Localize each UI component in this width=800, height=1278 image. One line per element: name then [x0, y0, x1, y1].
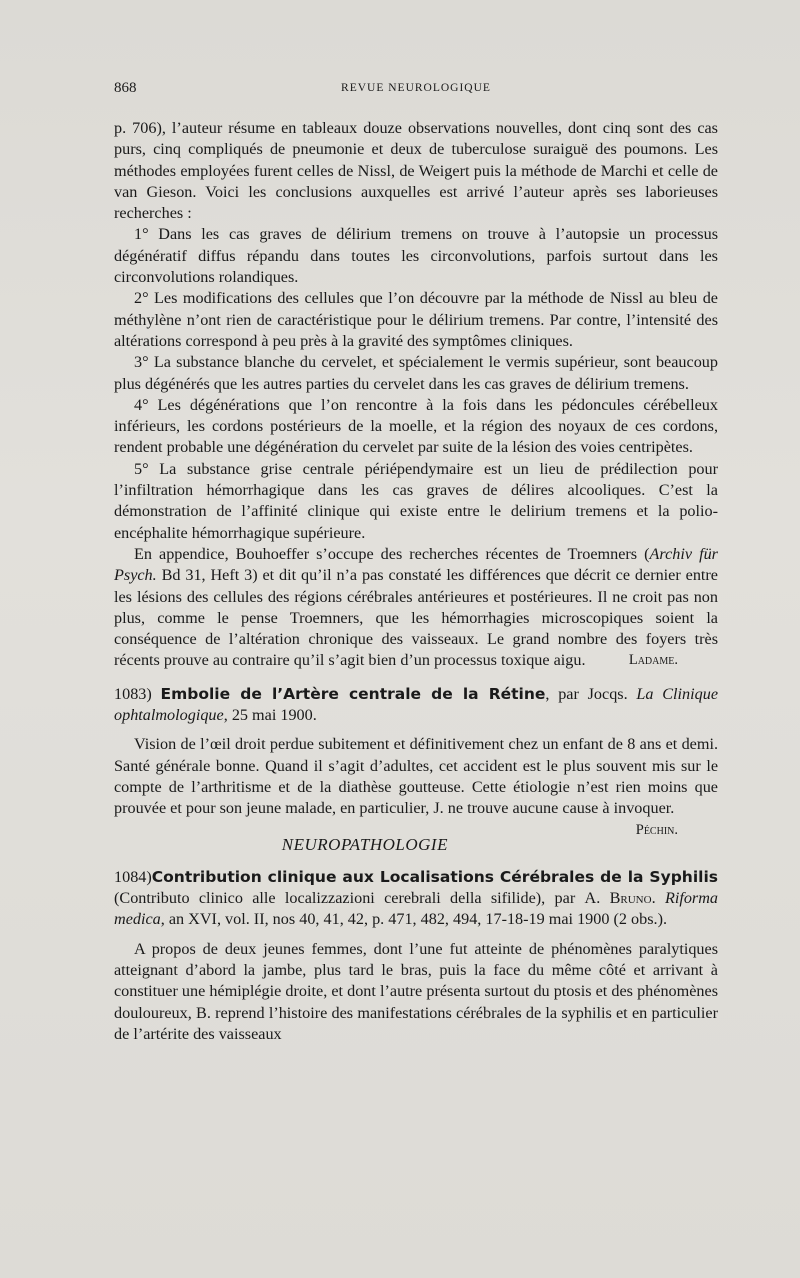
entry-details: , an XVI, vol. II, nos 40, 41, 42, p. 471, 482, 494, 17-18-19 mai 1900 (2 obs.). — [160, 910, 668, 929]
conclusion-2: 2° Les modifications des cellules que l’on découvre par la méthode de Nissl au bleu de méthylène n’ont rien de caractéristique pour le délirium tremens. Par contre, l’intensité des altérations correspond à peu près à la gravité des symptômes cliniques. — [114, 289, 718, 350]
article-body — [114, 118, 718, 1045]
signature-pechin: Péchin. — [635, 821, 678, 838]
entry-1083 — [114, 684, 719, 838]
entry-1084-body: A propos de deux jeunes femmes, dont l’une fut atteinte de phénomènes paralytiques atteignant d’abord la jambe, plus tard le bras, puis la face du même côté et arrivant à constituer une hémiplégie droite, et dont l’autre présenta surtout du ptosis et des phénomènes douloureux, B. reprend l’histoire des manifestations cérébrales de la syphilis et en particulier de l’artérite des vaisseaux — [114, 939, 718, 1043]
entry-italian-title: (Contributo clinico alle localizzazioni cerebrali della sifilide), par — [114, 889, 585, 908]
conclusion-5: 5° La substance grise centrale périépendymaire est un lieu de prédilection pour l’infiltration hémorrhagique dans les cas graves de délires alcooliques. C’est la démonstration de l’affinité clinique qui existe entre le delirium tremens et la polio-encéphalite hémorrhagique supérieure. — [114, 459, 718, 542]
conclusion-1: 1° Dans les cas graves de délirium tremens on trouve à l’autopsie un processus dégénératif diffus répandu dans toutes les circonvolutions, parfois surtout dans les circonvolutions rolandiques. — [114, 225, 718, 287]
entry-journal: La Clinique ophtalmologique — [114, 684, 719, 725]
entry-1083-heading — [114, 684, 718, 727]
appendix-paragraph — [114, 544, 718, 672]
entry-title: Embolie de l’Artère centrale de la Rétine — [160, 684, 546, 703]
conclusion-3: 3° La substance blanche du cervelet, et spécialement le vermis supérieur, sont beaucoup plus dégénérés que les autres parties du cervelet dans les cas graves de délirium tremens. — [114, 353, 718, 393]
entry-number: 1083) — [114, 684, 152, 703]
appendix-text-a: En appendice, Bouhoeffer s’occupe des recherches récentes de Troemners ( — [134, 544, 650, 563]
running-title: REVUE NEUROLOGIQUE — [341, 82, 491, 94]
entry-number: 1084) — [114, 867, 152, 886]
signature-ladame: Ladame. — [628, 652, 678, 669]
section-heading: NEUROPATHOLOGIE — [281, 834, 448, 854]
entry-title: Contribution clinique aux Localisations Cérébrales de la Syphilis — [151, 867, 718, 886]
entry-body-text: Vision de l’œil droit perdue subitement et définitivement chez un enfant de 8 ans et demi. Santé générale bonne. Quand il s’agit d’adultes, cet accident est le plus souvent mis sur le compte de l’arthritisme et de la diathèse goutteuse. Cette étiologie n’est rien moins que prouvée et pour son jeune malade, en particulier, J. ne trouve aucune cause à invoquer. — [114, 735, 718, 818]
intro-paragraph: p. 706), l’auteur résume en tableaux douze observations nouvelles, dont cinq sont des cas purs, cinq compliqués de pneumonie et deux de tuberculose suraiguë des poumons. Les méthodes employées furent celles de Nissl, de Weigert puis la méthode de Marchi et celle de van Gieson. Voici les conclusions auxquelles est arrivé l’auteur après ses laborieuses recherches : — [114, 119, 718, 223]
entry-date: , 25 mai 1900. — [223, 706, 317, 725]
appendix-reference: Archiv für Psych. — [114, 544, 718, 585]
entry-author: , par Jocqs. — [545, 684, 628, 703]
entry-1084-heading — [114, 867, 718, 931]
conclusion-4: 4° Les dégénérations que l’on rencontre à la fois dans les pédoncules cérébelleux inférieurs, les cordons postérieurs de la moelle, et la région des noyaux de ces cordons, rendent probable une dégénération du cervelet par suite de la lésion des voies centripètes. — [114, 395, 718, 457]
entry-1083-body — [114, 734, 718, 838]
appendix-text-b: Bd 31, Heft 3) et dit qu’il n’a pas constaté les différences que décrit ce dernier entre les lésions des cellules des régions cérébrales antérieures et postérieures. Il ne croit pas non plus, comme le pense Troemners, que les hémorrhagies microscopiques soient la conséquence de l’altération chronique des vaisseaux. Le grand nombre des foyers très récents prouve au contraire qu’il s’agit bien d’un processus toxique aigu. — [114, 566, 718, 670]
entry-journal: Riforma medica — [114, 889, 719, 929]
entry-author: A. Bruno. — [584, 889, 656, 908]
page-header — [114, 80, 718, 102]
entry-1084 — [114, 867, 718, 1045]
page-number: 868 — [114, 80, 137, 96]
